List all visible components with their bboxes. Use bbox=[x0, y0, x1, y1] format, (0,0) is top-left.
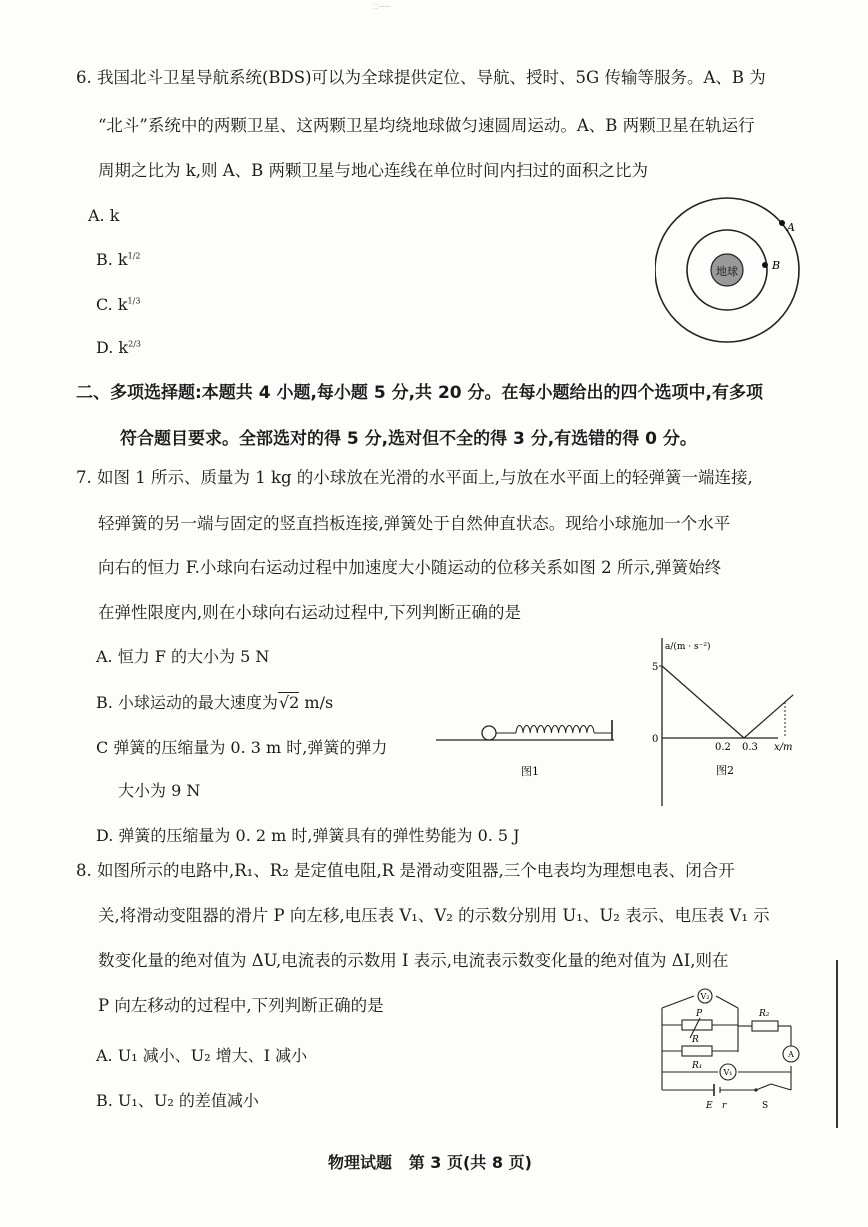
fig2-label: 图2 bbox=[716, 764, 734, 777]
q6-option-b: B. $k^{1/2}$ bbox=[96, 250, 141, 269]
x-tick-0-3: 0.3 bbox=[742, 742, 758, 753]
satellite-a-label: A bbox=[787, 221, 795, 234]
scan-edge-line bbox=[836, 960, 838, 1128]
q8-line-3: 数变化量的绝对值为 ΔU,电流表的示数用 I 表示,电流表示数变化量的绝对值为 ΔI,则在 bbox=[98, 951, 729, 970]
ball bbox=[482, 726, 496, 740]
satellite-a bbox=[779, 220, 785, 226]
q8-line-4: P 向左移动的过程中,下列判断正确的是 bbox=[98, 996, 384, 1015]
q7-option-b: B. 小球运动的最大速度为√2 m/s bbox=[96, 693, 334, 712]
q8-option-a: A. U₁ 减小、U₂ 增大、I 减小 bbox=[96, 1046, 308, 1065]
q8-option-b: B. U₁、U₂ 的差值减小 bbox=[96, 1091, 259, 1110]
satellite-b-label: B bbox=[772, 259, 781, 272]
page-footer: 物理试题 第 3 页(共 8 页) bbox=[328, 1153, 532, 1172]
ammeter-label: A bbox=[788, 1050, 794, 1059]
q6-option-a: A. k bbox=[88, 206, 120, 225]
q6-line-1: 6. 我国北斗卫星导航系统(BDS)可以为全球提供定位、导航、授时、5G 传输等服务。A、B 为 bbox=[76, 68, 766, 87]
top-mark: 二一一 bbox=[372, 4, 391, 11]
q7-line-1: 7. 如图 1 所示、质量为 1 kg 的小球放在光滑的水平面上,与放在水平面上的轻弹簧一端连接, bbox=[76, 468, 753, 487]
section-2-line-1: 二、多项选择题:本题共 4 小题,每小题 5 分,共 20 分。在每小题给出的四个选项中,有多项 bbox=[76, 383, 763, 403]
voltmeter-v1-label: V₁ bbox=[723, 1068, 733, 1077]
r2-label: R₂ bbox=[759, 1009, 770, 1019]
internal-r-label: r bbox=[722, 1101, 727, 1111]
origin-label: 0 bbox=[652, 734, 659, 745]
r-label: R bbox=[692, 1035, 699, 1045]
q6-option-d: D. $k^{2/3}$ bbox=[96, 338, 141, 357]
fig1-label: 图1 bbox=[521, 765, 539, 778]
series-segment-decreasing bbox=[662, 666, 744, 738]
q8-line-1: 8. 如图所示的电路中,R₁、R₂ 是定值电阻,R 是滑动变阻器,三个电表均为理想电表、闭合开 bbox=[76, 861, 735, 880]
q7-option-a: A. 恒力 F 的大小为 5 N bbox=[96, 647, 270, 666]
spring bbox=[516, 726, 594, 734]
switch-blade bbox=[756, 1084, 771, 1090]
x-tick-0-2: 0.2 bbox=[715, 742, 731, 753]
satellite-b bbox=[762, 262, 768, 268]
orbit-figure bbox=[655, 175, 815, 355]
q6-option-c: C. $k^{1/3}$ bbox=[96, 295, 141, 314]
acceleration-chart bbox=[640, 636, 800, 808]
q6-line-3: 周期之比为 k,则 A、B 两颗卫星与地心连线在单位时间内扫过的面积之比为 bbox=[98, 161, 649, 180]
q7-line-2: 轻弹簧的另一端与固定的竖直挡板连接,弹簧处于自然伸直状态。现给小球施加一个水平 bbox=[98, 514, 731, 533]
q7-option-d: D. 弹簧的压缩量为 0. 2 m 时,弹簧具有的弹性势能为 0. 5 J bbox=[96, 826, 520, 845]
spring-figure bbox=[436, 710, 616, 780]
section-2-line-2: 符合题目要求。全部选对的得 5 分,选对但不全的得 3 分,有选错的得 0 分。 bbox=[120, 429, 697, 449]
y-axis-label: a/(m · s⁻²) bbox=[665, 642, 711, 652]
q7-option-c-line-1: C 弹簧的压缩量为 0. 3 m 时,弹簧的弹力 bbox=[96, 738, 388, 757]
y-tick-5: 5 bbox=[652, 662, 659, 673]
q8-line-2: 关,将滑动变阻器的滑片 P 向左移,电压表 V₁、V₂ 的示数分别用 U₁、U₂ 表示、电压表 V₁ 示 bbox=[98, 906, 770, 925]
e-label: E bbox=[706, 1101, 713, 1111]
circuit-diagram bbox=[656, 988, 806, 1112]
q7-line-3: 向右的恒力 F.小球向右运动过程中加速度大小随运动的位移关系如图 2 所示,弹簧始终 bbox=[98, 558, 722, 577]
voltmeter-v2-label: V₂ bbox=[700, 992, 710, 1001]
earth-label: 地球 bbox=[716, 265, 738, 278]
q6-line-2: “北斗”系统中的两颗卫星、这两颗卫星均绕地球做匀速圆周运动。A、B 两颗卫星在轨运行 bbox=[98, 116, 755, 135]
p-label: P bbox=[696, 1009, 703, 1019]
q7-line-4: 在弹性限度内,则在小球向右运动过程中,下列判断正确的是 bbox=[98, 603, 521, 622]
resistor-r2 bbox=[752, 1021, 778, 1031]
r1-label: R₁ bbox=[692, 1061, 703, 1071]
switch-label: S bbox=[762, 1101, 769, 1111]
x-axis-label: x/m bbox=[774, 742, 793, 753]
q7-option-c-line-2: 大小为 9 N bbox=[118, 781, 201, 800]
series-segment-increasing bbox=[744, 695, 793, 738]
